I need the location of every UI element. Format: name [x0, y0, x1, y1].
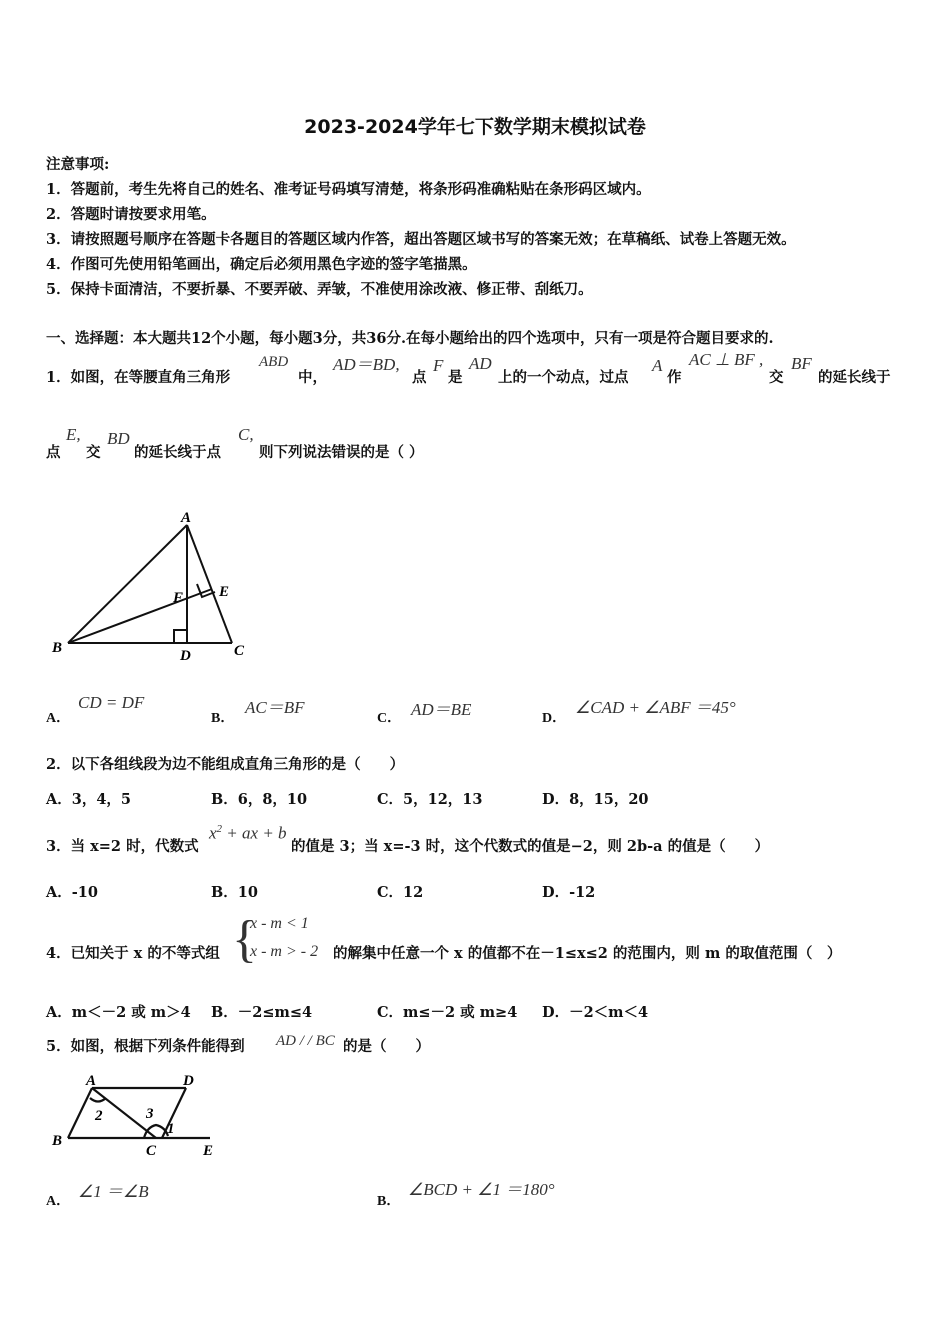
q1-text: 1．如图，在等腰直角三角形 — [46, 369, 231, 386]
q4-option[interactable]: B．－2≤m≤4 — [211, 1004, 313, 1021]
q1-text: 交 — [86, 444, 101, 461]
q2-stem: 2．以下各组线段为边不能组成直角三角形的是（ ） — [46, 756, 405, 773]
q5-option-label: A． — [46, 1194, 71, 1209]
label-c: C — [234, 643, 245, 659]
q3-option[interactable]: A．-10 — [46, 884, 98, 901]
q5-option-label: B． — [377, 1194, 401, 1209]
q1-math: AD — [469, 354, 492, 373]
label-a: A — [86, 1073, 97, 1089]
q5-text: 的是（ ） — [343, 1038, 430, 1055]
q5-option-expr[interactable]: ∠1 ＝∠B — [78, 1182, 149, 1201]
q5-math: AD / / BC — [276, 1033, 335, 1049]
q1-text: 作 — [667, 369, 682, 386]
system-brace: { — [232, 911, 257, 968]
label-angle-3: 3 — [146, 1106, 154, 1122]
label-b: B — [52, 1133, 63, 1149]
q1-math: BD — [107, 429, 130, 448]
q1-text: 交 — [769, 369, 784, 386]
q1-text: 的延长线于 — [818, 369, 891, 386]
notice-heading: 注意事项: — [46, 156, 110, 173]
q4-option[interactable]: D．－2＜m＜4 — [542, 1004, 649, 1021]
label-c: C — [146, 1143, 157, 1159]
q2-option[interactable]: D．8，15，20 — [542, 791, 649, 808]
notice-item: 5．保持卡面清洁，不要折暴、不要弄破、弄皱，不准使用涂改液、修正带、刮纸刀。 — [46, 281, 593, 298]
q1-text: 点 — [46, 444, 61, 461]
q1-math: ABD — [259, 354, 289, 370]
section-heading: 一、选择题：本大题共12个小题，每小题3分，共36分.在每小题给出的四个选项中，只有一项是符合题目要求的. — [46, 330, 774, 347]
q1-math: AD＝BD, — [333, 355, 400, 374]
q5-text: 5．如图，根据下列条件能得到 — [46, 1038, 245, 1055]
label-d: D — [183, 1073, 194, 1089]
q1-math: AC ⊥ BF , — [689, 350, 764, 369]
page-title: 2023-2024学年七下数学期末模拟试卷 — [304, 116, 646, 138]
q1-option-expr[interactable]: ∠CAD + ∠ABF ＝45° — [575, 698, 736, 717]
notice-item: 4．作图可先使用铅笔画出，确定后必须用黑色字迹的签字笔描黑。 — [46, 256, 477, 273]
notice-item: 3．请按照题号顺序在答题卡各题目的答题区域内作答，超出答题区域书写的答案无效；在草稿纸、试卷上答题无效。 — [46, 231, 796, 248]
notice-item: 2．答题时请按要求用笔。 — [46, 206, 216, 223]
label-d: D — [180, 648, 191, 664]
label-e: E — [203, 1143, 214, 1159]
q3-option[interactable]: D．-12 — [542, 884, 596, 901]
label-e: E — [219, 584, 230, 600]
q1-triangle-figure — [40, 500, 270, 675]
q5-parallelogram-figure — [40, 1065, 225, 1160]
q1-text: 则下列说法错误的是（ ） — [259, 444, 424, 461]
q2-option[interactable]: B．6，8，10 — [211, 791, 308, 808]
q1-option-label: A． — [46, 711, 71, 726]
q3-option[interactable]: C．12 — [377, 884, 424, 901]
q1-text: 中， — [298, 369, 327, 386]
q1-math: A — [652, 356, 663, 375]
q4-option[interactable]: C．m≤－2 或 m≥4 — [377, 1004, 518, 1021]
q1-option-expr[interactable]: AD＝BE — [411, 700, 472, 719]
q4-inequality: x - m < 1 — [250, 915, 309, 932]
q3-text: 的值是 3；当 x=-3 时，这个代数式的值是−2，则 2b-a 的值是（ ） — [291, 838, 770, 855]
q3-option[interactable]: B．10 — [211, 884, 258, 901]
q1-math: BF — [791, 354, 812, 373]
q1-math: F — [433, 356, 444, 375]
q4-inequality: x - m > - 2 — [250, 943, 319, 960]
q4-text: 4．已知关于 x 的不等式组 — [46, 945, 220, 962]
q1-math: C, — [238, 425, 254, 444]
q2-option[interactable]: C．5，12，13 — [377, 791, 483, 808]
q1-text: 上的一个动点，过点 — [498, 369, 629, 386]
label-b: B — [52, 640, 63, 656]
notice-item: 1．答题前，考生先将自己的姓名、准考证号码填写清楚，将条形码准确粘贴在条形码区域内。 — [46, 181, 651, 198]
q1-option-label: D． — [542, 711, 567, 726]
label-angle-1: 1 — [167, 1121, 175, 1137]
q1-option-expr[interactable]: CD = DF — [78, 693, 145, 712]
label-angle-2: 2 — [95, 1108, 103, 1124]
q1-option-expr[interactable]: AC＝BF — [245, 698, 305, 717]
q4-text: 的解集中任意一个 x 的值都不在－1≤x≤2 的范围内，则 m 的取值范围（ ） — [333, 945, 842, 962]
q1-option-label: B． — [211, 711, 235, 726]
q1-text: 是 — [448, 369, 463, 386]
label-f: F — [173, 590, 184, 606]
q1-option-label: C． — [377, 711, 402, 726]
q2-option[interactable]: A．3，4，5 — [46, 791, 132, 808]
label-a: A — [181, 510, 192, 526]
q3-text: 3．当 x=2 时，代数式 — [46, 838, 199, 855]
q1-text: 点 — [412, 369, 427, 386]
q5-option-expr[interactable]: ∠BCD + ∠1 ＝180° — [408, 1180, 555, 1199]
q1-text: 的延长线于点 — [134, 444, 221, 461]
q4-option[interactable]: A．m＜－2 或 m＞4 — [46, 1004, 191, 1021]
q3-expression: $x^2$ + ax + b — [209, 823, 287, 843]
q1-math: E, — [66, 425, 81, 444]
